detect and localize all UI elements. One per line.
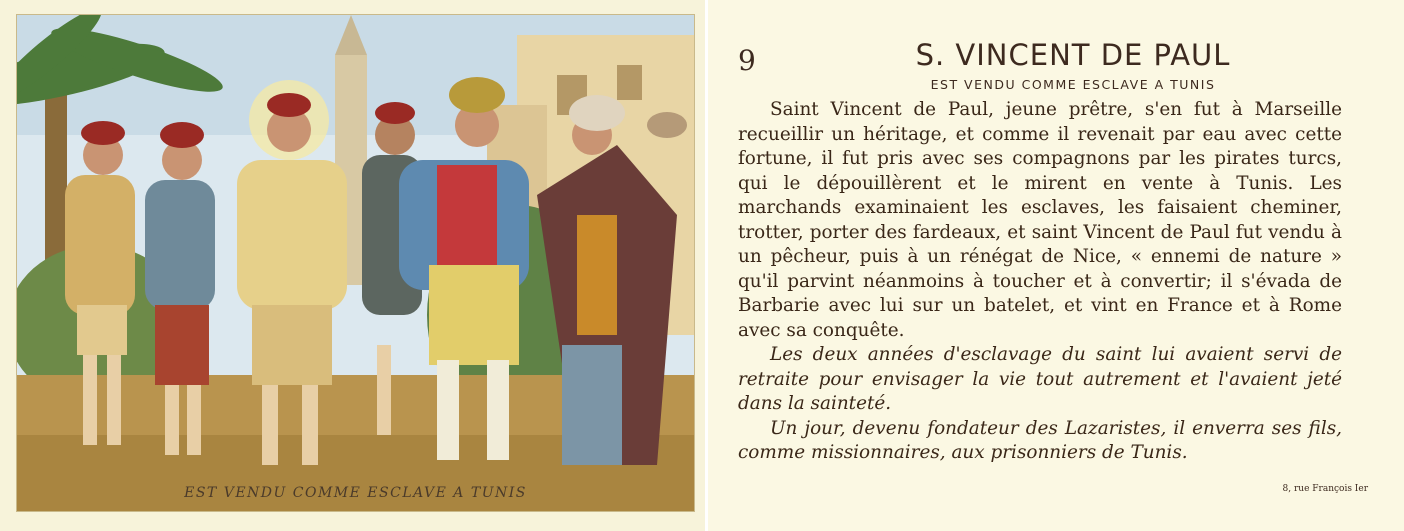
paragraph-3: Un jour, devenu fondateur des Lazaristes, il enverra ses fils, comme missionnaires, aux prisonniers de Tunis. [738,417,1342,463]
illustration-scene [17,15,694,511]
illustration [16,14,695,512]
text-card [708,0,1404,531]
card-body [738,98,1342,466]
card-subtitle: EST VENDU COMME ESCLAVE A TUNIS [930,77,1216,92]
paragraph-2: Les deux années d'esclavage du saint lui avaient servi de retraite pour envisager la vie tout autrement et l'avaient jeté dans la sainteté. [738,344,1342,414]
card-title: S. VINCENT DE PAUL [915,38,1231,72]
paragraph-1: Saint Vincent de Paul, jeune prêtre, s'en fut à Marseille recueillir un héritage, et comme il revenait par eau avec cette fortune, il fut pris avec ses compagnons par les pirates turcs, qui le dépouillèrent et le mirent en vente à Tunis. Les marchands examinaient les esclaves, les faisaient cheminer, trotter, porter des fardeaux, et saint Vincent de Paul fut vendu à un pêcheur, puis à un rénégat de Nice, « ennemi de nature » qu'il parvint néanmoins à toucher et à convertir; il s'évada de Barbarie avec lui sur un batelet, et vint en France et à Rome avec sa conquête. [738,99,1342,341]
publisher-address: 8, rue François Ier [1282,484,1368,494]
card-number: 9 [738,44,756,77]
illustration-caption: EST VENDU COMME ESCLAVE A TUNIS [184,485,527,501]
